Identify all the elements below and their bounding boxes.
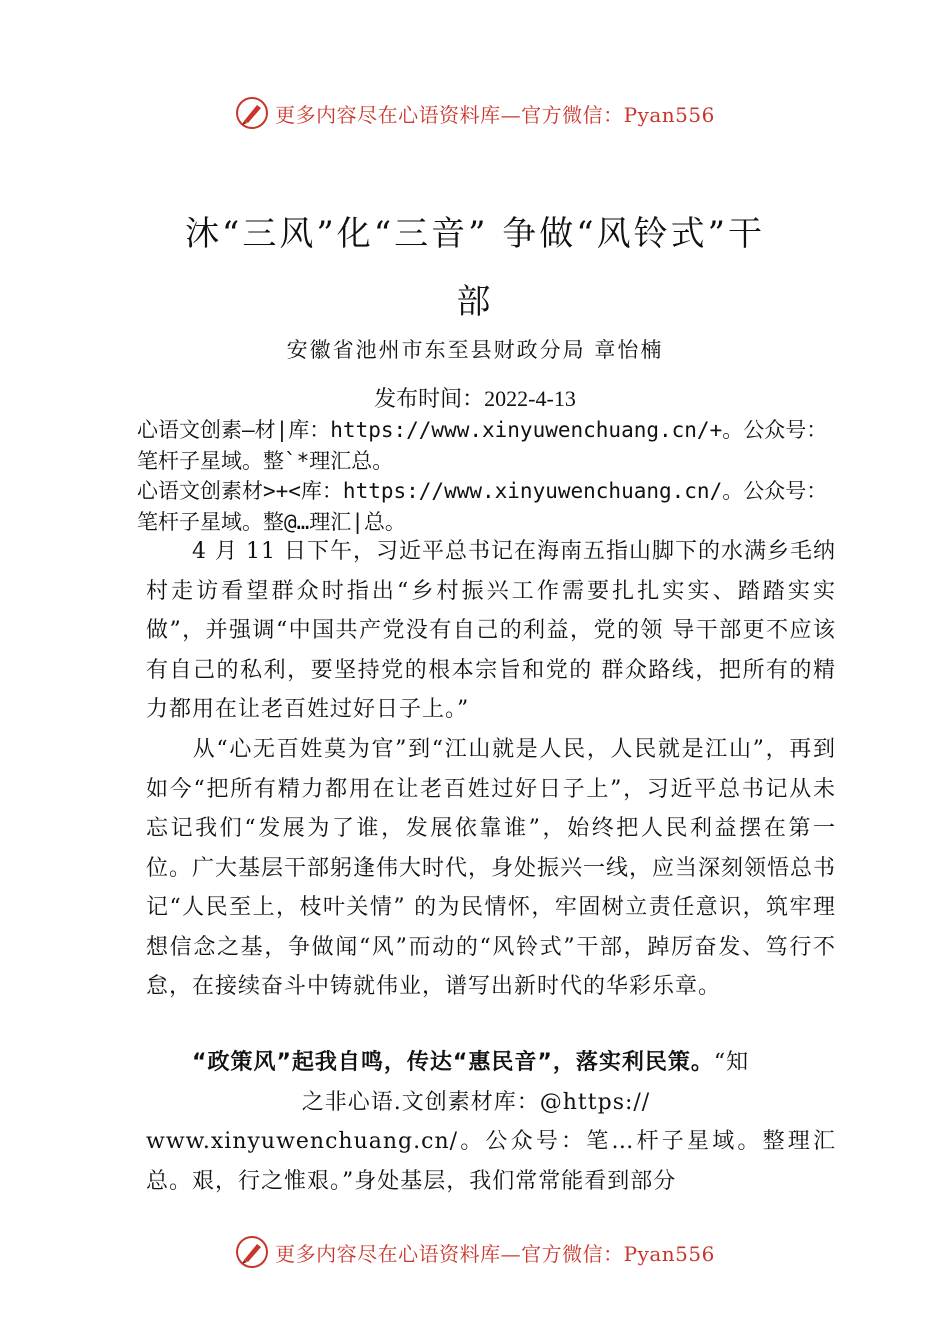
footer-watermark-banner: [0, 1232, 950, 1272]
source-notice-2: 心语文创素材>+<库：https://www.xinyuwenchuang.cn/。公众号：笔杆子星域。整@…理汇|总。: [137, 479, 828, 534]
header-watermark-banner: [0, 93, 950, 133]
source-notice-1: 心语文创素—材|库：https://www.xinyuwenchuang.cn/+。公众号：笔杆子星域。整`*理汇总。: [137, 418, 828, 473]
paragraph-2-text: 从“心无百姓莫为官”到“江山就是人民，人民就是江山”，再到如今“把所有精力都用在让老百姓过好日子上”，习近平总书记从未忘记我们“发展为了谁，发展依靠谁”，始终把人民利益摆在第一位。广大基层干部躬逢伟大时代，身处振兴一线，应当深刻领悟总书记“人民至上，枝叶关情” 的为民情怀，牢固树立责任意识，筑牢理想信念之基，争做闻“风”而动的“风铃式”干部，踔厉奋发、笃行不怠，在接续奋斗中铸就伟业，谱写出新时代的华彩乐章。: [146, 737, 837, 999]
paragraph-3-line-2: 之非心语.文创素材库：@https://: [301, 1089, 651, 1115]
title-line-2: 部: [456, 282, 494, 322]
article-title: [140, 200, 810, 336]
pen-logo-icon: [235, 1235, 269, 1269]
paragraph-1: [146, 532, 836, 730]
publish-date: 发布时间：2022-4-13: [374, 386, 576, 411]
paragraph-1-text: 4 月 11 日下午，习近平总书记在海南五指山脚下的水满乡毛纳村走访看望群众时指出“乡村振兴工作需要扎扎实实、踏踏实实做”，并强调“中国共产党没有自己的利益，党的领 导干部更不应该有自己的私利，要坚持党的根本宗旨和党的 群众路线，把所有的精力都用在让老百姓过好日子上。”: [146, 539, 836, 722]
paragraph-3-tail: “知: [713, 1050, 750, 1075]
article-author: 安徽省池州市东至县财政分局 章怡楠: [286, 338, 664, 362]
paragraph-3-rest: www.xinyuwenchuang.cn/。公众号：笔…杆子星域。整理汇总。艰，行之惟艰。”身处基层，我们常常能看到部分: [146, 1129, 836, 1194]
banner-text: 更多内容尽在心语资料库—官方微信：Pyan556: [275, 1241, 715, 1266]
paragraph-3-lead: “政策风”起我自鸣，传达“惠民音”，落实利民策。: [192, 1050, 714, 1075]
paragraph-3: [146, 1043, 836, 1201]
pen-logo-icon: [235, 96, 269, 130]
title-line-1: 沐“三风”化“三音” 争做“风铃式”干: [184, 214, 766, 254]
banner-text: 更多内容尽在心语资料库—官方微信：Pyan556: [275, 102, 715, 127]
paragraph-2: [146, 730, 836, 1007]
